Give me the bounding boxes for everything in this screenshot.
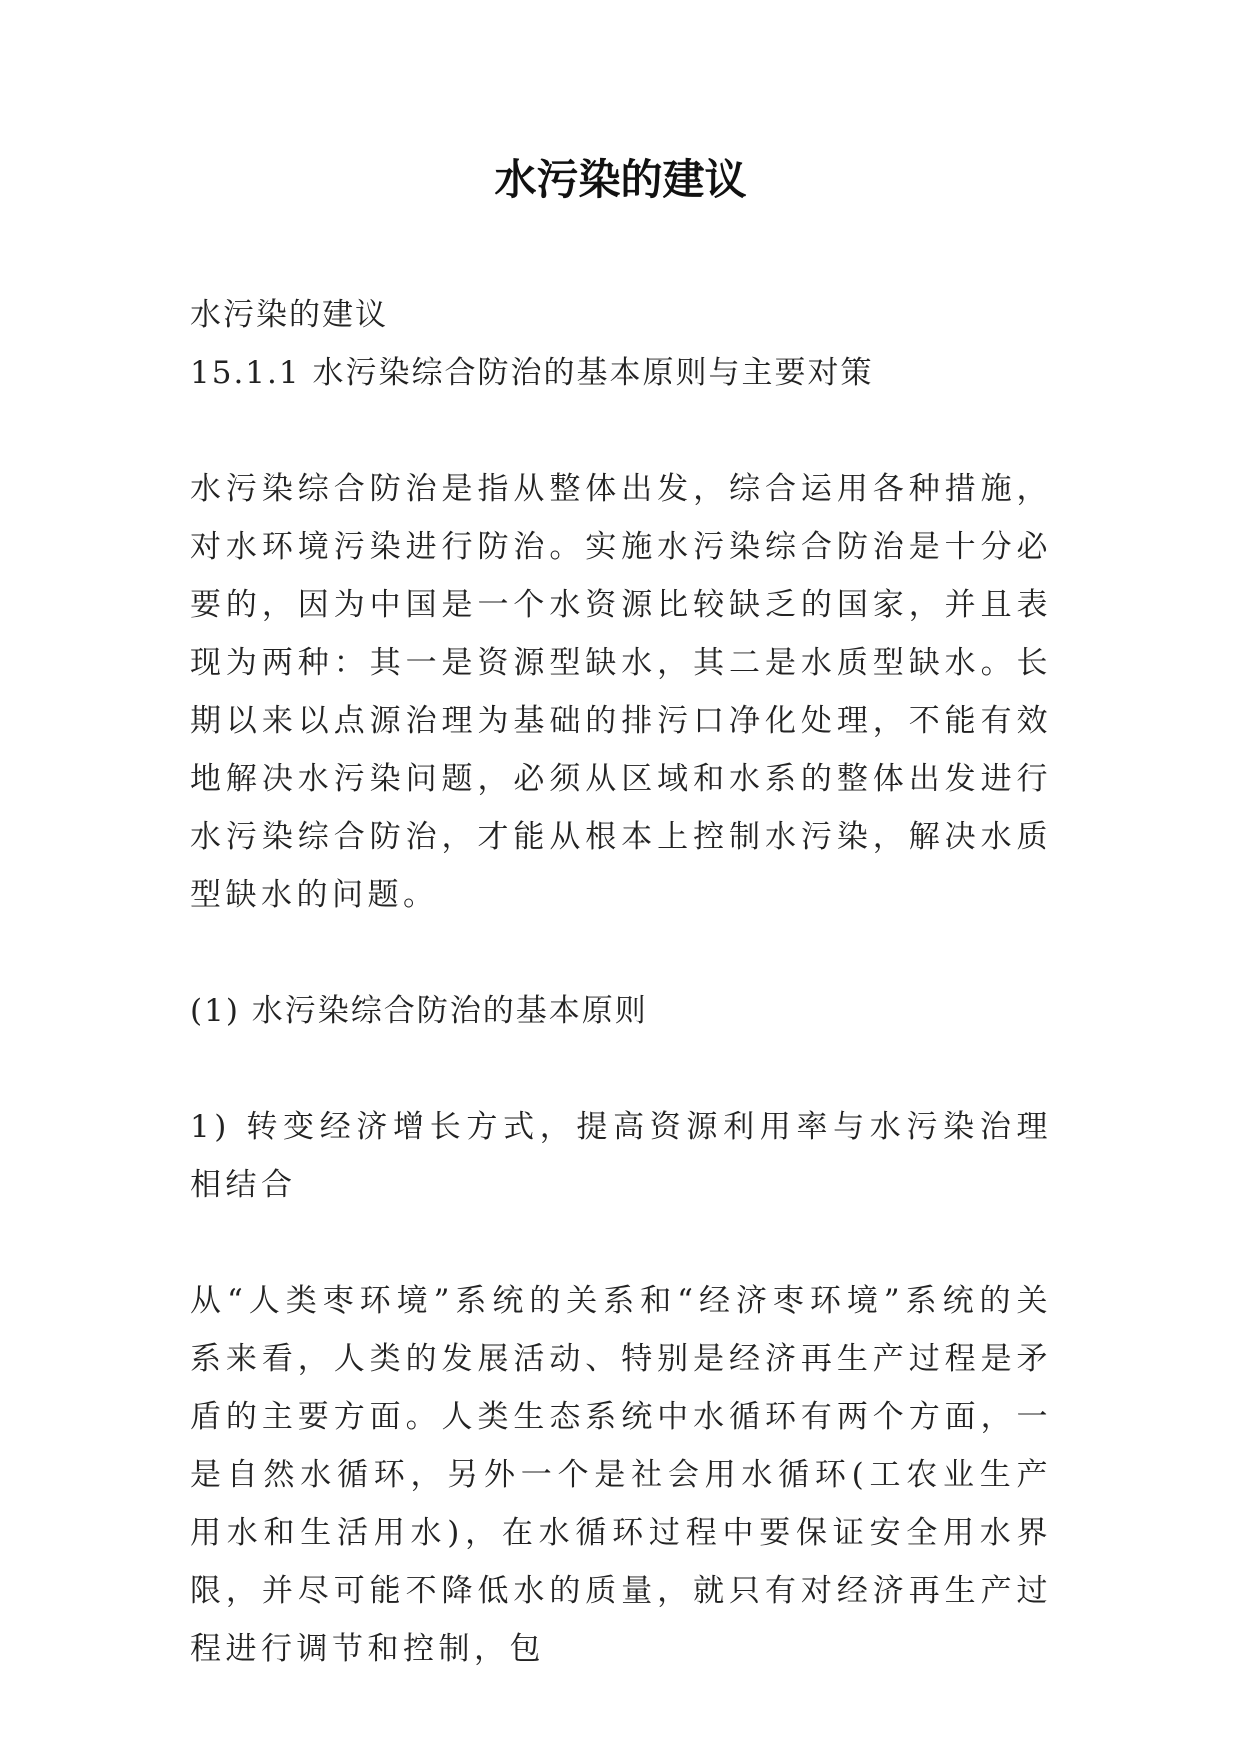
document-body <box>190 286 1052 1678</box>
section-heading: 15.1.1 水污染综合防治的基本原则与主要对策 <box>190 355 874 391</box>
spacer <box>190 1040 1052 1098</box>
paragraph-2: 从“人类枣环境”系统的关系和“经济枣环境”系统的关系来看，人类的发展活动、特别是经济再生产过程是矛盾的主要方面。人类生态系统中水循环有两个方面，一是自然水循环，另外一个是社会用水循环(工农业生产用水和生活用水)，在水循环过程中要保证安全用水界限，并尽可能不降低水的质量，就只有对经济再生产过程进行调节和控制，包 <box>190 1283 1052 1667</box>
document-subtitle: 水污染的建议 <box>190 297 388 333</box>
document-title: 水污染的建议 <box>494 155 747 204</box>
paragraph-1: 水污染综合防治是指从整体出发，综合运用各种措施，对水环境污染进行防治。实施水污染综合防治是十分必要的，因为中国是一个水资源比较缺乏的国家，并且表现为两种：其一是资源型缺水，其二是水质型缺水。长期以来以点源治理为基础的排污口净化处理，不能有效地解决水污染问题，必须从区域和水系的整体出发进行水污染综合防治，才能从根本上控制水污染，解决水质型缺水的问题。 <box>190 471 1052 913</box>
heading-growth-mode: 1) 转变经济增长方式，提高资源利用率与水污染治理相结合 <box>190 1109 1052 1203</box>
heading-principles: (1) 水污染综合防治的基本原则 <box>190 993 648 1029</box>
spacer <box>190 1214 1052 1272</box>
spacer <box>190 402 1052 460</box>
spacer <box>190 924 1052 982</box>
